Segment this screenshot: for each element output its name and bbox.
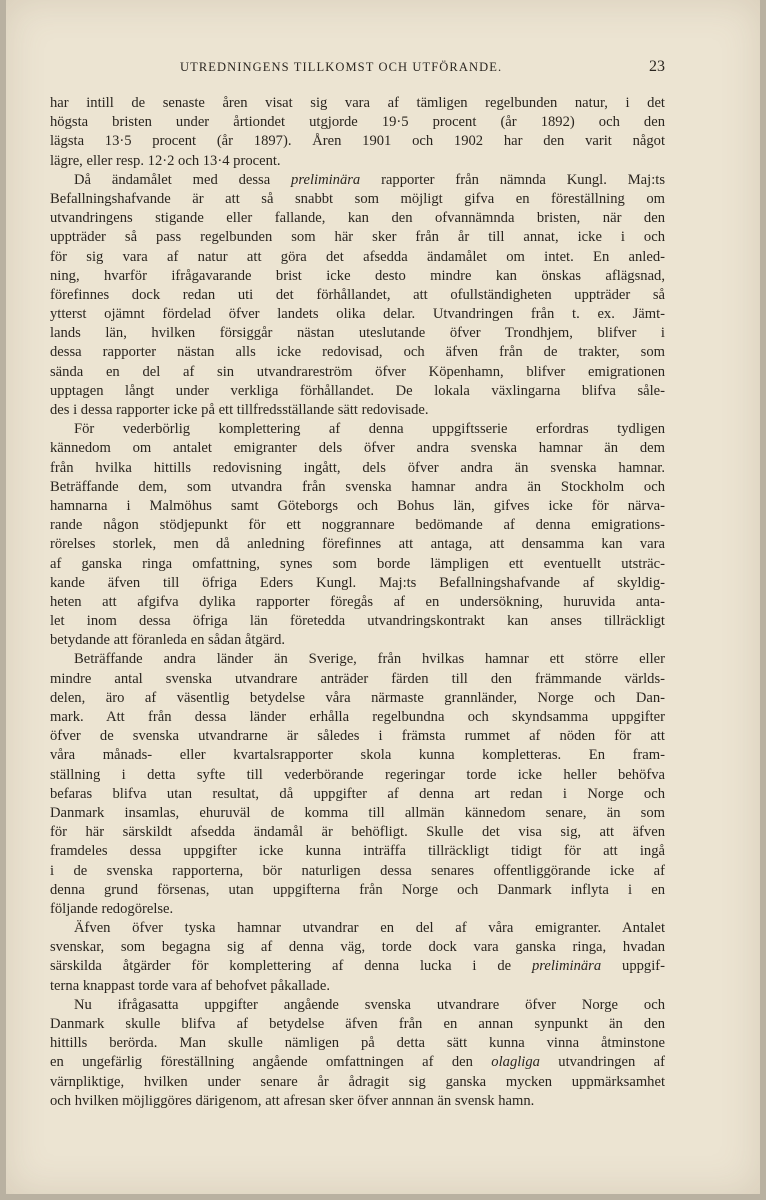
- text-line: en ungefärlig föreställning angående omfattningen af den olagliga utvandringen af: [50, 1054, 665, 1071]
- text-line: lägre, eller resp. 12·2 och 13·4 procent.: [50, 152, 281, 169]
- text-line: Danmark skulle blifva af betydelse äfven från en annan synpunkt än den: [50, 1016, 665, 1032]
- text-line: upptagen långt under verkliga förhållandet. De lokala växlingarna blifva såle-: [50, 382, 665, 399]
- text-line: ning, hvarför ifrågavarande brist icke desto mindre kan önskas aflägsnad,: [50, 267, 665, 284]
- text-line: från hvilka hittills redovisning ingått, dels öfver andra än svenska hamnar.: [50, 459, 665, 476]
- text-line: rörelses storlek, men då anledning förefinnes att antaga, att densamma kan vara: [50, 536, 665, 553]
- text-line: hamnarna i Malmöhus samt Göteborgs och Bohus län, gifves icke för närva-: [50, 497, 665, 514]
- text-line: denna grund försenas, utan uppgifterna från Norge och Danmark inflyta i en: [50, 881, 665, 898]
- text-line: Nu ifrågasatta uppgifter angående svenska utvandrare öfver Norge och: [74, 996, 665, 1013]
- text-line: ställning i detta syfte till vederbörande regeringar torde icke heller behöfva: [50, 766, 665, 783]
- text-line: befaras blifva utan resultat, då uppgifter af denna art redan i Norge och: [50, 785, 665, 802]
- text-line: följande redogörelse.: [50, 900, 174, 917]
- text-line: betydande att föranleda en sådan åtgärd.: [50, 632, 286, 649]
- text-line: öfver de svenska utvandrarne är således i främsta rummet af nöden för att: [50, 728, 665, 745]
- paragraph: [50, 171, 665, 420]
- text-line: hittills berörda. Man skulle nämligen på detta sätt kunna vinna åtminstone: [50, 1035, 665, 1052]
- text-line: i de svenska rapporterna, bör naturligen dessa senares offentliggörande icke af: [50, 862, 665, 879]
- running-title: UTREDNINGENS TILLKOMST OCH UTFÖRANDE.: [180, 60, 503, 74]
- text-line: Beträffande dem, som utvandra från svenska hamnar andra än Stockholm och: [50, 478, 665, 495]
- text-line: sända en del af sin utvandrareström öfver Köpenhamn, blifver emigrationen: [50, 363, 665, 380]
- text-line: des i dessa rapporter icke på ett tillfredsställande sätt redovisade.: [50, 402, 429, 418]
- text-line: terna knappast torde vara af behofvet påkallade.: [50, 977, 330, 994]
- text-line: mindre antal svenska utvandrare anträder färden till den främmande världs-: [50, 670, 665, 687]
- text-line: lägsta 13·5 procent (år 1897). Åren 1901 och 1902 har den varit något: [50, 133, 665, 150]
- text-line: Då ändamålet med dessa preliminära rapporter från nämnda Kungl. Maj:ts: [74, 171, 665, 188]
- text-line: högsta bristen under årtiondet utgjorde 19·5 procent (år 1892) och den: [50, 114, 665, 131]
- page-number: 23: [649, 58, 665, 75]
- paragraph: [50, 420, 665, 650]
- text-line: uppträder så pass regelbunden som här sker från år till annat, icke i och: [50, 229, 665, 246]
- text-line: Danmark insamlas, ehuruväl de komma till allmän kännedom senare, än som: [50, 804, 665, 821]
- text-line: af ganska ringa omfattning, synes som borde lämpligen ett eventuellt utsträc-: [50, 555, 665, 572]
- text-line: särskilda åtgärder för komplettering af denna lucka i de preliminära uppgif-: [50, 958, 665, 975]
- text-line: och hvilken möjliggöres därigenom, att afresan sker öfver annnan än svensk hamn.: [50, 1092, 535, 1109]
- text-line: förefinnes dock redan uti det förhållandet, att ofullständigheten uppträder så: [50, 286, 665, 303]
- text-line: delen, äro af väsentlig betydelse våra närmaste grannländer, Norge och Dan-: [50, 689, 665, 706]
- text-line: Äfven öfver tyska hamnar utvandrar en del af våra emigranter. Antalet: [74, 920, 665, 937]
- text-line: rande någon stödjepunkt för ett noggrannare bedömande af denna emigrations-: [50, 517, 665, 534]
- text-line: har intill de senaste åren visat sig vara af tämligen regelbunden natur, i det: [50, 95, 665, 111]
- paragraph: [50, 919, 665, 996]
- text-line: ytterst ojämnt fördelad öfver landets olika delar. Utvandringen från t. ex. Jämt-: [50, 306, 665, 323]
- book-page: [6, 0, 760, 1194]
- text-line: mark. Att från dessa länder erhålla regelbundna och skyndsamma uppgifter: [50, 709, 665, 725]
- text-line: kännedom om antalet emigranter dels öfver andra svenska hamnar än dem: [50, 440, 665, 457]
- text-line: heten att afgifva dylika rapporter föregås af en undersökning, huruvida anta-: [50, 593, 665, 610]
- text-line: svenskar, som begagna sig af denna väg, torde dock vara ganska ringa, hvadan: [50, 939, 665, 956]
- text-line: Beträffande andra länder än Sverige, från hvilkas hamnar ett större eller: [74, 651, 665, 668]
- text-line: våra månads- eller kvartalsrapporter skola kunna kompletteras. En fram-: [50, 747, 665, 764]
- text-line: för här särskildt afsedda ändamål är behöfligt. Skulle det visa sig, att äfven: [50, 824, 665, 841]
- text-line: värnpliktige, hvilken under senare år ådragit sig ganska mycken uppmärksamhet: [50, 1073, 665, 1090]
- text-line: utvandringens stigande eller fallande, kan den ofvannämnda bristen, när den: [50, 210, 665, 227]
- text-line: let inom dessa öfriga län företedda utvandringskontrakt kan anses tillräckligt: [50, 613, 665, 630]
- page-header: [50, 58, 665, 80]
- text-line: Befallningshafvande är att så snabbt som möjligt gifva en föreställning om: [50, 190, 665, 207]
- body-text: [50, 94, 665, 1111]
- text-line: dessa rapporter nästan alls icke redovisad, och äfven från de trakter, som: [50, 344, 665, 361]
- text-line: framdeles dessa uppgifter icke kunna inträffa tillräckligt tidigt för att ingå: [50, 843, 665, 860]
- paragraph: [50, 94, 665, 171]
- paragraph: [50, 996, 665, 1111]
- text-line: kande äfven till öfriga Eders Kungl. Maj:ts Befallningshafvande af skyldig-: [50, 574, 665, 591]
- text-line: för sig vara af natur att göra det afsedda ändamålet om intet. En anled-: [50, 248, 665, 265]
- paragraph: [50, 650, 665, 919]
- text-line: För vederbörlig komplettering af denna uppgiftsserie erfordras tydligen: [74, 421, 665, 438]
- text-line: lands län, hvilken försiggår nästan uteslutande öfver Trondhjem, blifver i: [50, 325, 665, 342]
